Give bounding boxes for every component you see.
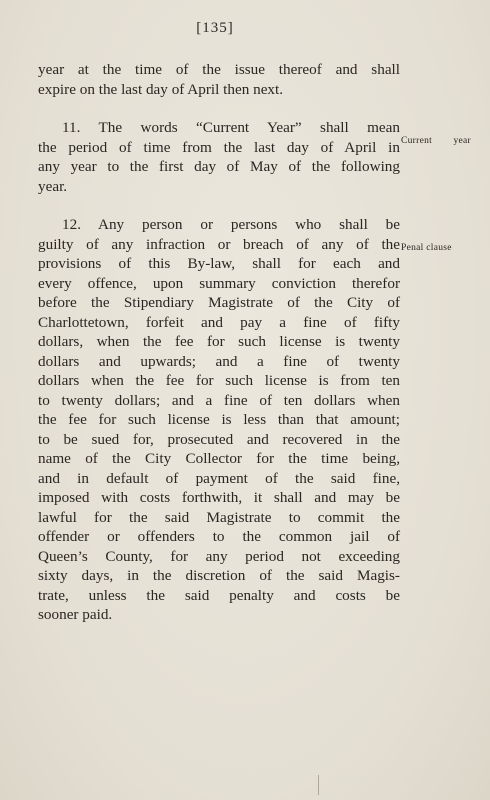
text-line: sixty days, in the discretion of the said Magis- bbox=[38, 567, 400, 584]
text-line: Queen’s County, for any period not exceeding bbox=[38, 547, 400, 565]
text-line: Charlottetown, forfeit and pay a fine of fifty bbox=[38, 313, 400, 331]
text-line: dollars when the fee for such license is from ten bbox=[38, 372, 400, 389]
text-line: imposed with costs forthwith, it shall and may be bbox=[38, 489, 400, 506]
text-line: expire on the last day of April then next. bbox=[38, 80, 284, 98]
text-line: to be sued for, prosecuted and recovered in the bbox=[38, 430, 400, 448]
section-12-paragraph bbox=[38, 215, 400, 625]
margin-note-current-year: Current year bbox=[401, 136, 471, 146]
text-line: the fee for such license is less than that amount; bbox=[38, 411, 400, 428]
paragraph-continuation bbox=[38, 60, 400, 99]
text-line: 11. The words “Current Year” shall mean bbox=[62, 119, 400, 136]
text-line: lawful for the said Magistrate to commit the bbox=[38, 508, 400, 526]
text-line: to twenty dollars; and a fine of ten dollars when bbox=[38, 391, 400, 409]
text-line: 12. Any person or persons who shall be bbox=[62, 216, 400, 233]
text-line: dollars, when the fee for such license is twenty bbox=[38, 333, 400, 350]
text-line: provisions of this By-law, shall for each and bbox=[38, 255, 400, 272]
text-line: dollars and upwards; and a fine of twenty bbox=[38, 352, 400, 370]
text-line: year. bbox=[38, 177, 68, 195]
text-line: offender or offenders to the common jail of bbox=[38, 528, 400, 545]
text-line: trate, unless the said penalty and costs be bbox=[38, 586, 400, 604]
text-line: before the Stipendiary Magistrate of the City of bbox=[38, 294, 400, 311]
page-number: [135] bbox=[196, 20, 234, 36]
section-11-paragraph bbox=[38, 118, 400, 196]
text-line: every offence, upon summary conviction therefor bbox=[38, 274, 400, 292]
text-line: the period of time from the last day of April in bbox=[38, 138, 400, 156]
paper-crease-mark bbox=[318, 775, 319, 795]
text-line: any year to the first day of May of the following bbox=[38, 158, 400, 175]
text-line: and in default of payment of the said fine, bbox=[38, 469, 400, 487]
body-text bbox=[38, 60, 400, 625]
text-line: guilty of any infraction or breach of any of the bbox=[38, 235, 400, 253]
text-line: name of the City Collector for the time being, bbox=[38, 450, 400, 467]
text-line: year at the time of the issue thereof and shall bbox=[38, 61, 400, 78]
text-line: sooner paid. bbox=[38, 606, 113, 623]
margin-note-penal-clause: Penal clause bbox=[401, 243, 452, 253]
